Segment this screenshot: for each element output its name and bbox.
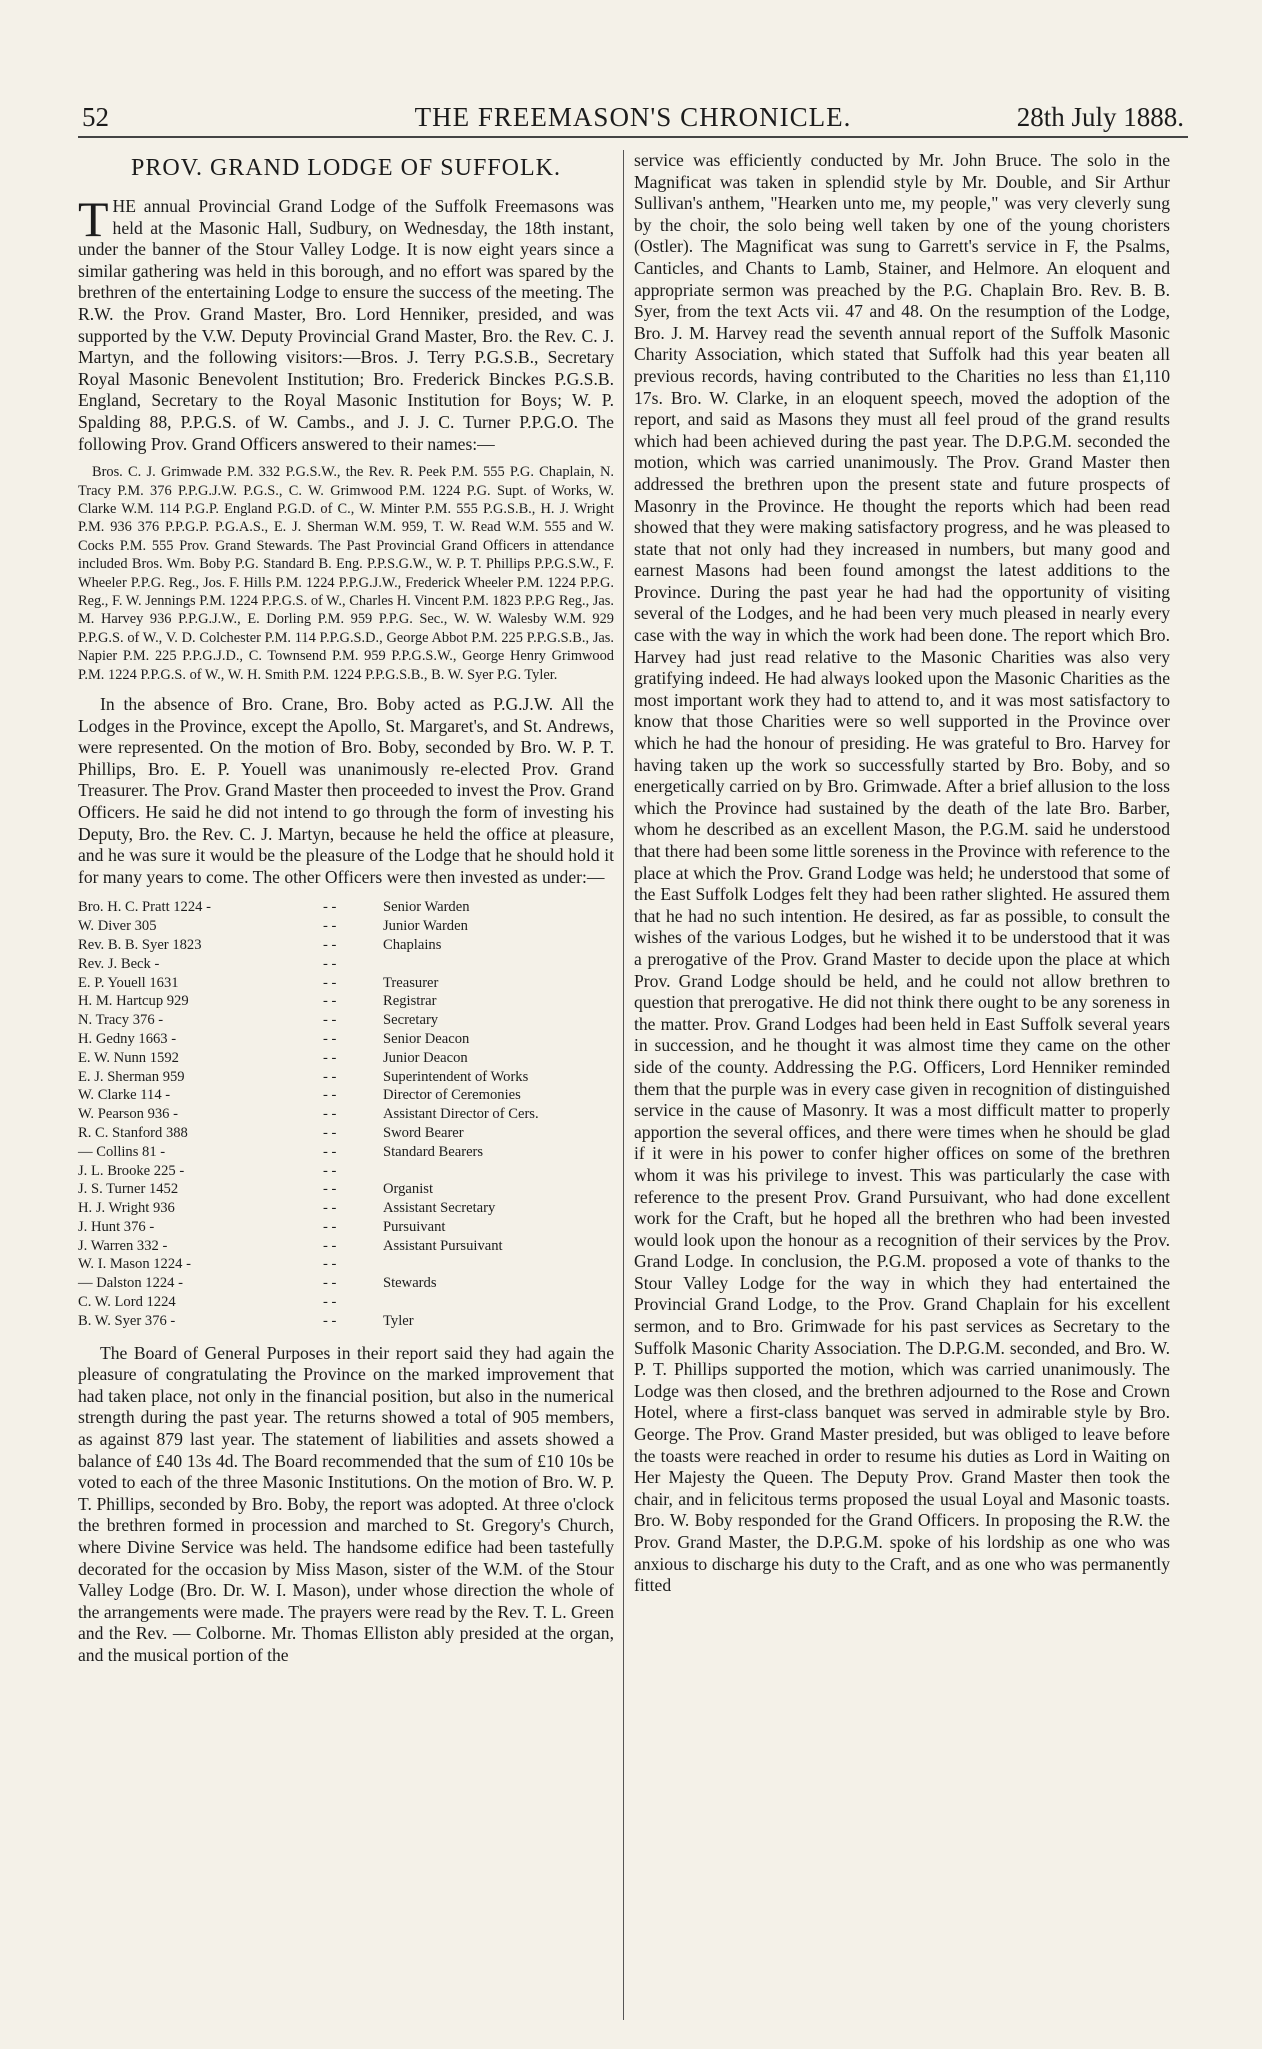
officer-name: J. Hunt 376 - [78, 1218, 155, 1235]
right-column [634, 150, 1170, 1597]
officer-name: E. J. Sherman 959 [78, 1068, 185, 1085]
officer-role: Tyler [383, 1312, 414, 1329]
officer-name: R. C. Stanford 388 [78, 1124, 188, 1141]
officer-row [78, 1255, 614, 1274]
left-column [78, 150, 614, 1667]
officer-name: W. Clarke 114 - [78, 1087, 171, 1104]
officer-role: Assistant Director of Cers. [383, 1106, 539, 1123]
officer-role: Junior Deacon [383, 1049, 468, 1066]
officer-role: Treasurer [383, 974, 439, 991]
page-header [78, 100, 1188, 138]
officer-dots: - - [323, 955, 337, 972]
officer-name: W. I. Mason 1224 - [78, 1256, 191, 1273]
officer-row [78, 992, 614, 1011]
officer-name: W. Pearson 936 - [78, 1106, 178, 1123]
publication-title: THE FREEMASON'S CHRONICLE. [414, 102, 852, 132]
officer-row [78, 1237, 614, 1256]
officer-row [78, 1274, 614, 1293]
officer-role: Organist [383, 1181, 433, 1198]
officer-name: Rev. J. Beck - [78, 955, 160, 972]
officer-name: Rev. B. B. Syer 1823 [78, 936, 202, 953]
officer-dots: - - [323, 1030, 337, 1047]
officer-name: J. S. Turner 1452 [78, 1181, 179, 1198]
officer-row [78, 917, 614, 936]
officer-dots: - - [323, 1068, 337, 1085]
officer-role: Director of Ceremonies [383, 1087, 521, 1104]
officer-name: W. Diver 305 [78, 918, 157, 935]
officer-row [78, 1199, 614, 1218]
officer-dots: - - [323, 1294, 337, 1311]
paragraph-2: In the absence of Bro. Crane, Bro. Boby acted as P.G.J.W. All the Lodges in the Province, except the Apollo, St. Margaret's, and St. Andrews, were represented. On the motion of Bro. Boby, seconded by Bro. W. P. T. Phillips, Bro. E. P. Youell was unanimously re-elected Prov. Grand Treasurer. The Prov. Grand Master then proceeded to invest the Prov. Grand Officers. He said he did not intend to go through the form of investing his Deputy, Bro. the Rev. C. J. Martyn, because he held the office at pleasure, and he was sure it would be the pleasure of the Lodge that he should hold it for many years to come. The other Officers were then invested as under:— [78, 694, 614, 887]
article-title: PROV. GRAND LODGE OF SUFFOLK. [131, 155, 561, 181]
officer-dots: - - [323, 1312, 337, 1329]
officer-role [383, 1255, 614, 1274]
officer-role: Standard Bearers [383, 1143, 484, 1160]
officer-dots: - - [323, 1256, 337, 1273]
officer-row [78, 1105, 614, 1124]
paragraph-3: The Board of General Purposes in their report said they had again the pleasure of congratulating the Province on the marked improvement that had taken place, not only in the financial position, but also in the numerical strength during the past year. The returns showed a total of 905 members, as against 879 last year. The statement of liabilities and assets showed a balance of £40 13s 4d. The Board recommended that the sum of £10 10s be voted to each of the three Masonic Institutions. On the motion of Bro. W. P. T. Phillips, seconded by Bro. Boby, the report was adopted. At three o'clock the brethren formed in procession and marched to St. Gregory's Church, where Divine Service was held. The handsome edifice had been tastefully decorated for the occasion by Miss Mason, sister of the W.M. of the Stour Valley Lodge (Bro. Dr. W. I. Mason), under whose direction the whole of the arrangements were made. The prayers were read by the Rev. T. L. Green and the Rev. — Colborne. Mr. Thomas Elliston ably presided at the organ, and the musical portion of the [78, 1342, 614, 1665]
officer-row [78, 1218, 614, 1237]
officer-role: Secretary [383, 1012, 439, 1029]
officer-dots: - - [323, 993, 337, 1010]
officer-row [78, 1049, 614, 1068]
officer-name: H. M. Hartcup 929 [78, 993, 189, 1010]
officer-dots: - - [323, 899, 337, 916]
officer-dots: - - [323, 1087, 337, 1104]
officers-present-list: Bros. C. J. Grimwade P.M. 332 P.G.S.W., the Rev. R. Peek P.M. 555 P.G. Chaplain, N. Tracy P.M. 376 P.P.G.J.W. P.G.S., C. W. Grimwood P.M. 1224 P.G. Supt. of Works, W. Clarke W.M. 114 P.G.P. England P.G.D. of C., W. Minter P.M. 555 P.G.S.B., H. J. Wright P.M. 936 376 P.P.G.P. P.G.A.S., E. J. Sherman W.M. 959, T. W. Read W.M. 555 and W. Cocks P.M. 555 Prov. Grand Stewards. The Past Provincial Grand Officers in attendance included Bros. Wm. Boby P.G. Standard B. Eng. P.P.S.G.W., W. P. T. Phillips P.P.G.S.W., F. Wheeler P.P.G. Reg., Jos. F. Hills P.M. 1224 P.P.G.J.W., Frederick Wheeler P.M. 1224 P.P.G. Reg., F. W. Jennings P.M. 1224 P.P.G.S. of W., Charles H. Vincent P.M. 1823 P.P.G Reg., Jas. M. Harvey 936 P.P.G.J.W., E. Dorling P.M. 959 P.P.G. Sec., W. W. Walesby W.M. 929 P.P.G.S. of W., V. D. Colchester P.M. 114 P.P.G.S.D., George Abbot P.M. 225 P.P.G.S.B., Jas. Napier P.M. 225 P.P.G.J.D., C. Townsend P.M. 959 P.P.G.S.W., George Henry Grimwood P.M. 1224 P.P.G.S. of W., W. H. Smith P.M. 1224 P.P.G.S.B., B. W. Syer P.G. Tyler. [78, 464, 614, 683]
officer-role: Registrar [383, 993, 437, 1010]
officer-role [383, 1162, 614, 1181]
officer-role [383, 1293, 614, 1312]
issue-date: 28th July 1888. [1016, 102, 1184, 132]
officer-role: Assistant Secretary [383, 1200, 496, 1217]
officer-row [78, 1143, 614, 1162]
officer-dots: - - [323, 1143, 337, 1160]
officer-name: E. P. Youell 1631 [78, 974, 179, 991]
officer-dots: - - [323, 1049, 337, 1066]
officer-role: Pursuivant [383, 1218, 446, 1235]
officer-role: Senior Deacon [383, 1030, 470, 1047]
officer-name: J. L. Brooke 225 - [78, 1162, 185, 1179]
officer-name: N. Tracy 376 - [78, 1012, 164, 1029]
officer-name: C. W. Lord 1224 [78, 1294, 176, 1311]
officer-row [78, 1124, 614, 1143]
column-divider [623, 150, 624, 2020]
officer-row [78, 1030, 614, 1049]
drop-cap: T [78, 191, 109, 247]
officer-row [78, 1180, 614, 1199]
officers-invested-table [78, 898, 614, 1330]
officer-dots: - - [323, 1237, 337, 1254]
officer-name: E. W. Nunn 1592 [78, 1049, 179, 1066]
officer-dots: - - [323, 1162, 337, 1179]
officer-dots: - - [323, 1124, 337, 1141]
paragraph-1: THE annual Provincial Grand Lodge of the Suffolk Freemasons was held at the Masonic Hall, Sudbury, on Wednesday, the 18th instant, under the banner of the Stour Valley Lodge. It is now eight years since a similar gathering was held in this borough, and no effort was spared by the brethren of the entertaining Lodge to ensure the success of the meeting. The R.W. the Prov. Grand Master, Bro. Lord Henniker, presided, and was supported by the V.W. Deputy Provincial Grand Master, Bro. the Rev. C. J. Martyn, and the following visitors:—Bros. J. Terry P.G.S.B., Secretary Royal Masonic Benevolent Institution; Bro. Frederick Binckes P.G.S.B. England, Secretary to the Royal Masonic Institution for Boys; W. P. Spalding 88, P.P.G.S. of W. Cambs., and J. J. C. Turner P.P.G.O. The following Prov. Grand Officers answered to their names:— [78, 191, 614, 454]
officer-role: Chaplains [383, 936, 442, 953]
officer-dots: - - [323, 1218, 337, 1235]
officer-row [78, 1293, 614, 1312]
officer-role [383, 955, 614, 974]
page-number: 52 [82, 102, 109, 132]
officer-role: Junior Warden [383, 918, 468, 935]
officer-row [78, 1086, 614, 1105]
officer-row [78, 936, 614, 955]
officer-dots: - - [323, 1181, 337, 1198]
officer-row [78, 898, 614, 917]
officer-role: Superintendent of Works [383, 1068, 529, 1085]
officer-row [78, 1011, 614, 1030]
officer-dots: - - [323, 974, 337, 991]
officer-dots: - - [323, 936, 337, 953]
officer-role: Assistant Pursuivant [383, 1237, 503, 1254]
officer-dots: - - [323, 1106, 337, 1123]
officer-role: Stewards [383, 1275, 437, 1292]
officer-row [78, 1312, 614, 1331]
newspaper-page [78, 0, 1188, 2049]
officer-name: J. Warren 332 - [78, 1237, 168, 1254]
officer-dots: - - [323, 918, 337, 935]
officer-name: H. J. Wright 936 [78, 1200, 175, 1217]
officer-name: — Collins 81 - [78, 1143, 166, 1160]
officer-name: H. Gedny 1663 - [78, 1030, 177, 1047]
officer-name: B. W. Syer 376 - [78, 1312, 176, 1329]
officer-row [78, 1068, 614, 1087]
officer-dots: - - [323, 1200, 337, 1217]
officer-name: — Dalston 1224 - [78, 1275, 183, 1292]
officer-role: Sword Bearer [383, 1124, 464, 1141]
officer-row [78, 955, 614, 974]
officer-dots: - - [323, 1275, 337, 1292]
officer-role: Senior Warden [383, 899, 470, 916]
officer-name: Bro. H. C. Pratt 1224 - [78, 899, 211, 916]
paragraph-continued: service was efficiently conducted by Mr. John Bruce. The solo in the Magnificat was taken in splendid style by Mr. Double, and Sir Arthur Sullivan's anthem, "Hearken unto me, my people," was very cleverly sung by the choir, the solo being well taken by one of the young choristers (Ostler). The Magnificat was sung to Garrett's service in F, the Psalms, Canticles, and Chants to Lamb, Stainer, and Helmore. An eloquent and appropriate sermon was preached by the P.G. Chaplain Bro. Rev. B. B. Syer, from the text Acts vii. 47 and 48. On the resumption of the Lodge, Bro. J. M. Harvey read the seventh annual report of the Suffolk Masonic Charity Association, which stated that Suffolk had this year beaten all previous records, having contributed to the Charities no less than £1,110 17s. Bro. W. Clarke, in an eloquent speech, moved the adoption of the report, and said as Masons they must all feel proud of the grand results which had been achieved during the past year. The D.P.G.M. seconded the motion, which was carried unanimously. The Prov. Grand Master then addressed the brethren upon the present state and future prospects of Masonry in the Province. He thought the reports which had been read showed that they were making satisfactory progress, and he was pleased to state that not only had they increased in numbers, but many good and earnest Masons had been found amongst the latest additions to the Province. During the past year he had had the opportunity of visiting several of the Lodges, and he had been very much pleased in nearly every case with the way in which the work had been done. The report which Bro. Harvey had just read relative to the Masonic Charities was also very gratifying indeed. He had always looked upon the Masonic Charities as the most important work they had to attend to, and it was most satisfactory to know that those Charities were so well supported in the Province over which he had the honour of presiding. He was grateful to Bro. Harvey for having taken up the work so successfully started by Bro. Boby, and so energetically carried on by Bro. Grimwade. After a brief allusion to the loss which the Province had sustained by the death of the late Bro. Barber, whom he described as an excellent Mason, the P.G.M. said he understood that there had been some little soreness in the Province with reference to the place at which the Prov. Grand Lodge was held; he understood that some of the East Suffolk Lodges felt they had been rather slighted. He assured them that he had no such intention. He desired, as far as possible, to consult the wishes of the various Lodges, but he wished it to be understood that it was a prerogative of the Prov. Grand Master to decide upon the place at which Prov. Grand Lodge should be held, and he could not allow brethren to question that prerogative. He did not think there ought to be any soreness in the matter. Prov. Grand Lodges had been held in East Suffolk several years in succession, and he thought it was almost time they came on the other side of the county. Addressing the P.G. Officers, Lord Henniker reminded them that the purple was in every case given in recognition of distinguished service in the cause of Masonry. It was a most difficult matter to properly apportion the several offices, and there were times when he should be glad if it were in his power to confer higher offices on some of the brethren whom it was his privilege to invest. This was particularly the case with reference to the present Prov. Grand Pursuivant, who had done excellent work for the Craft, but he hoped all the brethren who had been invested would look upon the honour as a recognition of their services by the Prov. Grand Lodge. In conclusion, the P.G.M. proposed a vote of thanks to the Stour Valley Lodge for the way in which they had entertained the Provincial Grand Lodge, to the Prov. Grand Chaplain for his excellent sermon, and to Bro. Grimwade for his past services as Secretary to the Suffolk Masonic Charity Association. The D.P.G.M. seconded, and Bro. W. P. T. Phillips supported the motion, which was carried unanimously. The Lodge was then closed, and the brethren adjourned to the Rose and Crown Hotel, where a first-class banquet was served in admirable style by Bro. George. The Prov. Grand Master presided, but was obliged to leave before the toasts were reached in order to resume his duties as Lord in Waiting on Her Majesty the Queen. The Deputy Prov. Grand Master then took the chair, and in felicitous terms proposed the usual Loyal and Masonic toasts. Bro. W. Boby responded for the Grand Officers. In proposing the R.W. the Prov. Grand Master, the D.P.G.M. spoke of his lordship as one who was anxious to discharge his duty to the Craft, and as one who was permanently fitted [634, 150, 1170, 1596]
officer-dots: - - [323, 1012, 337, 1029]
officer-row [78, 1162, 614, 1181]
officer-row [78, 974, 614, 993]
